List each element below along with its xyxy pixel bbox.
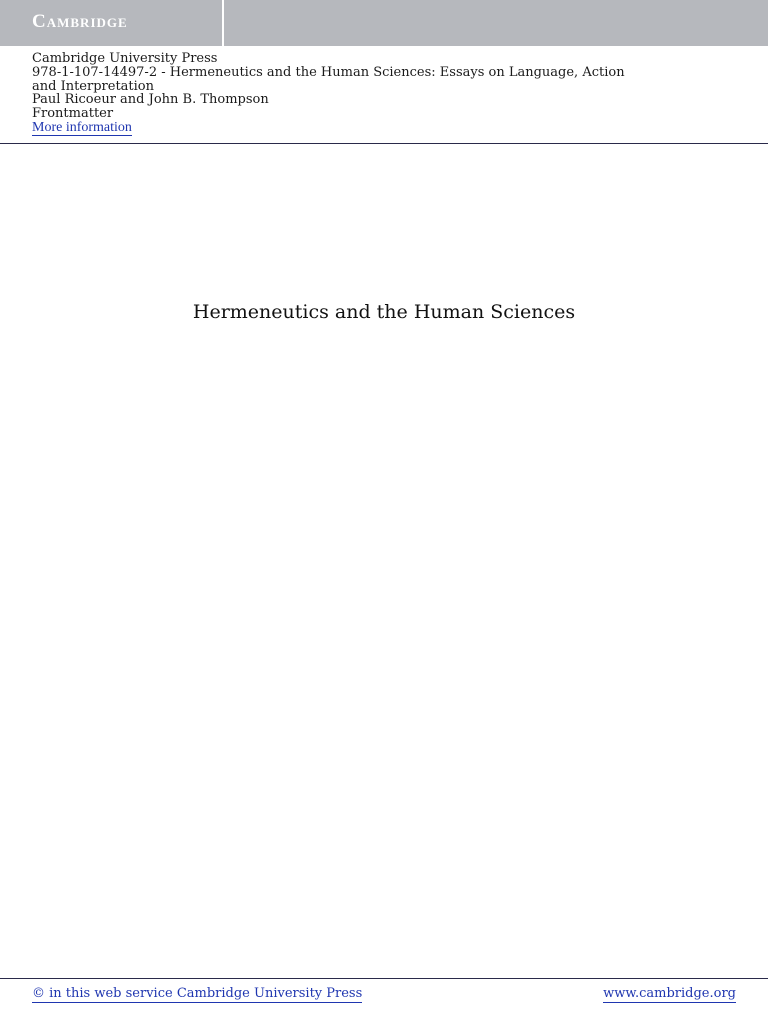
header-bar bbox=[0, 0, 768, 46]
copyright-link[interactable]: © in this web service Cambridge University Press bbox=[32, 986, 363, 1001]
logo-divider bbox=[222, 0, 224, 46]
isbn-title-line: 978-1-107-14497-2 - Hermeneutics and the Human Sciences: Essays on Language, Action bbox=[32, 64, 625, 80]
footer-divider bbox=[0, 978, 768, 979]
page-title: Hermeneutics and the Human Sciences bbox=[192, 301, 576, 323]
more-information-link[interactable]: More information bbox=[32, 119, 132, 135]
cambridge-logo: Cambridge bbox=[32, 11, 128, 32]
book-metadata bbox=[32, 52, 732, 135]
website-link[interactable]: www.cambridge.org bbox=[603, 986, 736, 1001]
header-divider bbox=[0, 143, 768, 144]
isbn-title-line-continued: and Interpretation bbox=[32, 78, 155, 94]
section-line: Frontmatter bbox=[32, 106, 114, 122]
authors-line: Paul Ricoeur and John B. Thompson bbox=[32, 92, 269, 108]
publisher-line: Cambridge University Press bbox=[32, 51, 218, 66]
